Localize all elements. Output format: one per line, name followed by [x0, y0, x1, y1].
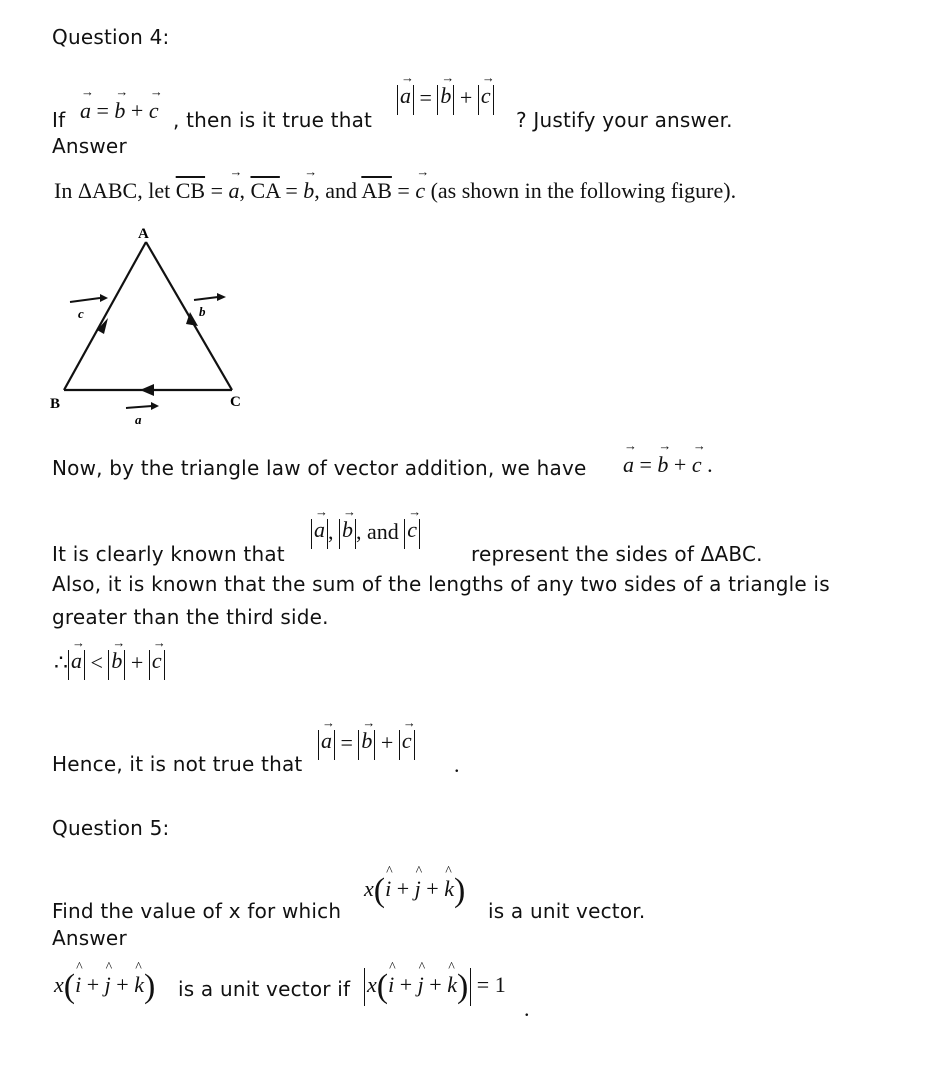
c-arrow-tip	[100, 294, 108, 302]
q4-let-sentence: In ΔABC, let $\overline{CB}$ = → a, $\overline{CA}$ = → b, and $\overline{AB}$ = → c (as shown in the following figure).	[54, 178, 736, 204]
q4-then-text: , then is it true that	[173, 108, 373, 132]
q4-justify-text: ? Justify your answer.	[516, 108, 733, 132]
q5-answer-expression: x(^ i + ^ j + ^ k)	[54, 968, 155, 1006]
q5-unit-vector-text: is a unit vector.	[488, 899, 646, 923]
a-vector-arrow	[126, 406, 152, 408]
q4-sides-magnitudes: → a , → b , and → c	[311, 519, 420, 549]
b-arrow-tip	[217, 293, 226, 301]
q4-condition-equation: → a = → b + → c	[80, 98, 159, 124]
q5-find-text: Find the value of x for which	[52, 899, 342, 923]
vertex-b-label: B	[50, 396, 61, 412]
vertex-a-label: A	[138, 226, 149, 242]
q4-answer-label: Answer	[52, 134, 127, 158]
vertex-c-label: C	[230, 394, 241, 410]
q4-inequality: ∴ → a < → b + → c	[54, 650, 165, 680]
q4-triangle-law-text: Now, by the triangle law of vector addition, we have	[52, 456, 587, 480]
q5-magnitude-condition: x(^ i + ^ j + ^ k) = 1	[364, 968, 506, 1006]
q4-hence-period: .	[454, 752, 460, 777]
q4-hence-equation: → a = → b + → c	[318, 730, 415, 760]
q5-unit-if-text: is a unit vector if	[178, 977, 351, 1001]
q4-magnitude-equation: → a = → b + → c	[397, 85, 494, 115]
vector-a-label: a	[135, 412, 142, 427]
question-5-title: Question 5:	[52, 816, 170, 840]
q5-answer-label: Answer	[52, 926, 127, 950]
q4-clearly-known-text: It is clearly known that	[52, 542, 285, 566]
question-4-title: Question 4:	[52, 25, 170, 49]
q4-also-text-line1: Also, it is known that the sum of the lengths of any two sides of a triangle is	[52, 572, 830, 596]
arrow-head-a	[140, 384, 154, 396]
q4-hence-text: Hence, it is not true that	[52, 752, 303, 776]
a-arrow-tip	[151, 402, 159, 410]
vector-c-label: c	[78, 306, 84, 321]
triangle-figure	[40, 220, 270, 430]
q5-vector-expression: x(^ i + ^ j + ^ k)	[364, 872, 465, 910]
c-vector-arrow	[70, 298, 100, 302]
q4-if-label: If	[52, 108, 66, 132]
b-vector-arrow	[194, 297, 218, 300]
side-ab	[64, 242, 146, 390]
q5-period: .	[524, 996, 530, 1021]
q4-triangle-law-equation: → a = → b + → c .	[623, 452, 713, 478]
q4-also-text-line2: greater than the third side.	[52, 605, 329, 629]
vector-b-label: b	[199, 304, 206, 319]
q4-represent-text: represent the sides of ΔABC.	[471, 542, 763, 566]
